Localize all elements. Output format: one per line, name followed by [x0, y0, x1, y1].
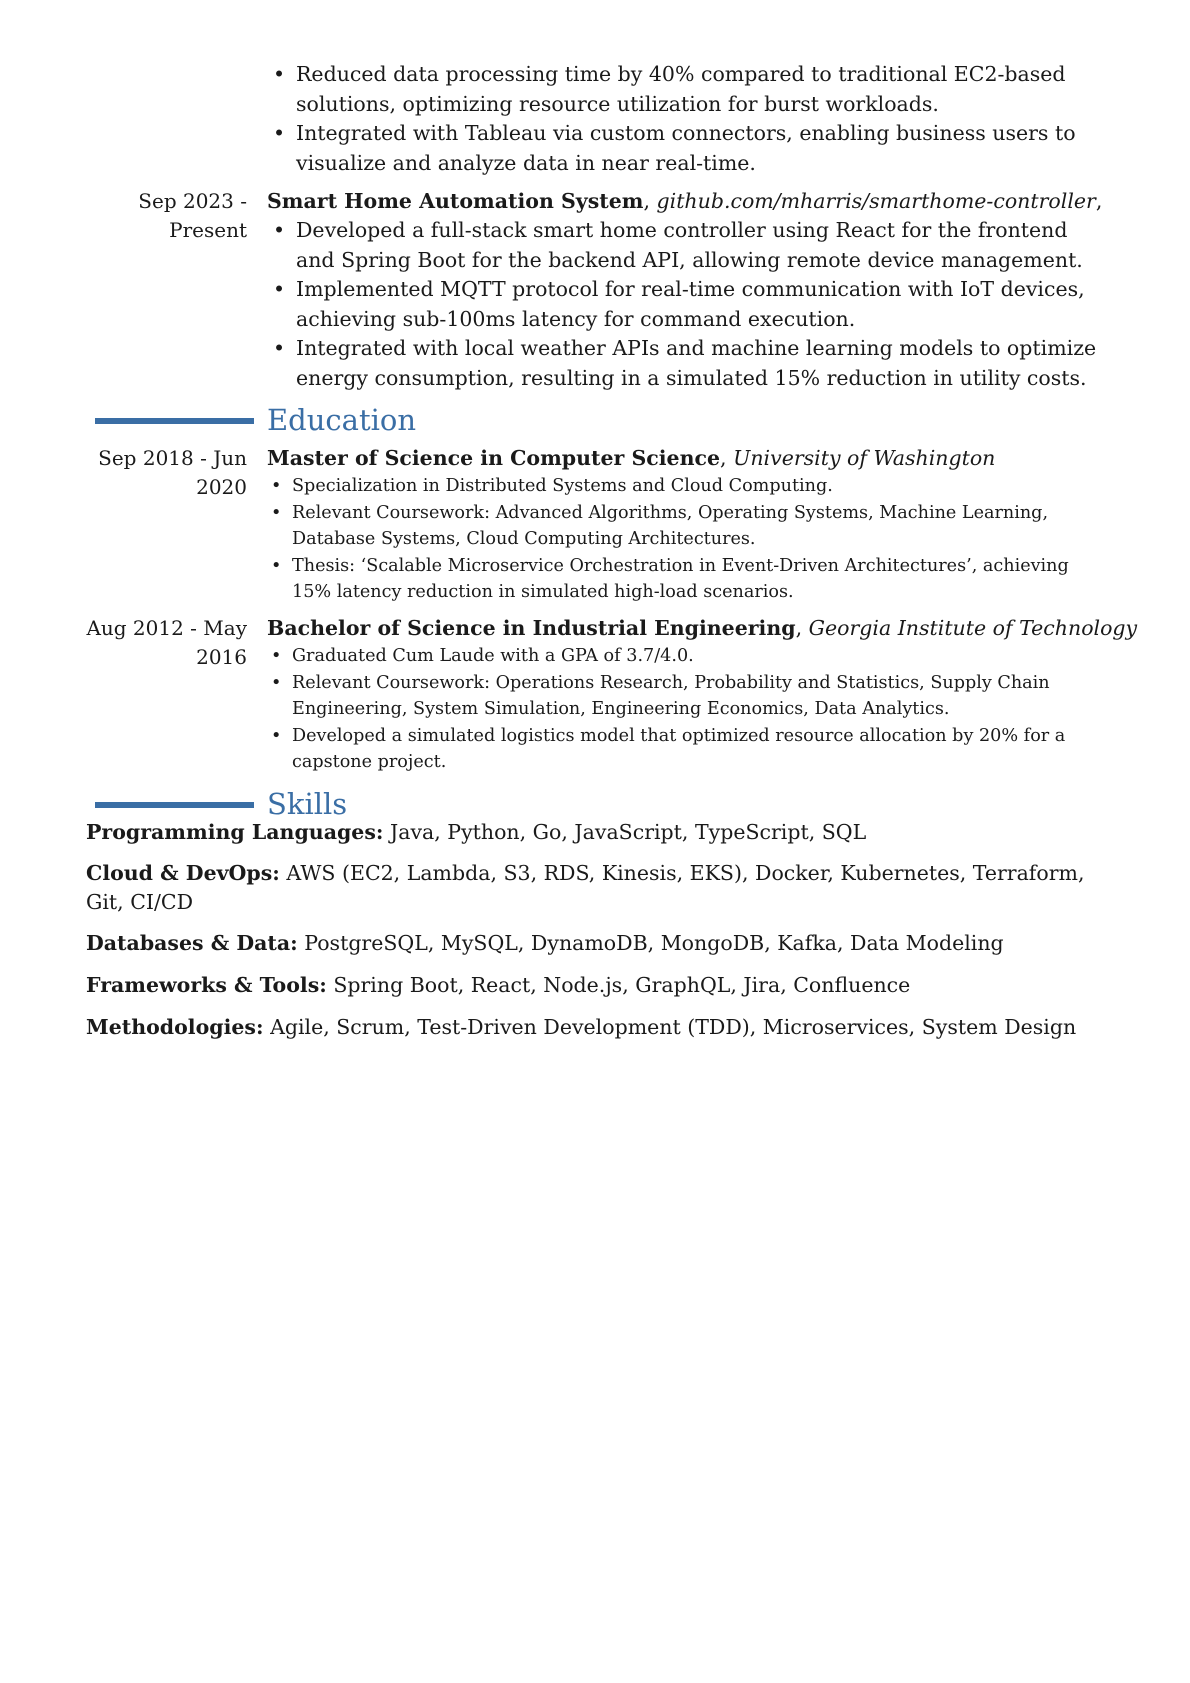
bullet-list — [267, 473, 1099, 606]
section-title: Skills — [267, 787, 348, 821]
skill-value: AWS (EC2, Lambda, S3, RDS, Kinesis, EKS), Docker, Kubernetes, Terraform, Git, CI/CD — [86, 861, 1085, 914]
education-title-line: Bachelor of Science in Industrial Engineering, Georgia Institute of Technology — [267, 616, 1138, 640]
list-item: • Relevant Coursework: Operations Research, Probability and Statistics, Supply Chain Engineering, System Simulation, Engineering Economics, Data Analytics. — [267, 670, 1099, 723]
education-content — [267, 444, 1099, 606]
list-item: • Specialization in Distributed Systems and Cloud Computing. — [267, 473, 1099, 500]
bullet-list — [267, 643, 1099, 776]
skill-row — [86, 1013, 1106, 1042]
skill-label: Databases & Data: — [86, 931, 298, 955]
skill-row — [86, 971, 1106, 1000]
project-title-line: Smart Home Automation System, github.com/mharris/smarthome-controller, — [267, 189, 1103, 213]
education-date: Aug 2012 - May 2016 — [86, 616, 247, 669]
bullet-list — [267, 60, 1099, 178]
skill-label: Frameworks & Tools: — [86, 973, 327, 997]
list-item: • Integrated with Tableau via custom connectors, enabling business users to visualize and analyze data in near real-time. — [267, 119, 1099, 178]
list-item: • Developed a full-stack smart home controller using React for the frontend and Spring Boot for the backend API, allowing remote device management. — [267, 216, 1099, 275]
skill-value: Java, Python, Go, JavaScript, TypeScript, SQL — [390, 820, 867, 844]
skill-label: Programming Languages: — [86, 820, 384, 844]
skill-row — [86, 859, 1106, 917]
section-education-header — [0, 400, 1190, 440]
project-continued-content — [267, 60, 1099, 178]
degree-title: Bachelor of Science in Industrial Engineering — [267, 616, 796, 640]
bullet-list — [267, 216, 1099, 393]
list-item: • Relevant Coursework: Advanced Algorithms, Operating Systems, Machine Learning, Database Systems, Cloud Computing Architectures. — [267, 500, 1099, 553]
skill-label: Cloud & DevOps: — [86, 861, 280, 885]
list-item: • Integrated with local weather APIs and machine learning models to optimize energy consumption, resulting in a simulated 15% reduction in utility costs. — [267, 334, 1099, 393]
list-item: • Reduced data processing time by 40% compared to traditional EC2-based solutions, optimizing resource utilization for burst workloads. — [267, 60, 1099, 119]
education-content — [267, 614, 1138, 776]
school-name: University of Washington — [733, 446, 996, 470]
list-item: • Graduated Cum Laude with a GPA of 3.7/4.0. — [267, 643, 1099, 670]
education-title-line: Master of Science in Computer Science, University of Washington — [267, 446, 996, 470]
project-title: Smart Home Automation System — [267, 189, 644, 213]
education-date: Sep 2018 - Jun 2020 — [98, 446, 247, 499]
list-item: • Developed a simulated logistics model that optimized resource allocation by 20% for a capstone project. — [267, 723, 1099, 776]
skill-value: Spring Boot, React, Node.js, GraphQL, Jira, Confluence — [333, 973, 911, 997]
section-rule — [95, 802, 254, 808]
project-link[interactable]: github.com/mharris/smarthome-controller — [656, 189, 1096, 213]
skill-label: Methodologies: — [86, 1015, 264, 1039]
skill-row — [86, 929, 1106, 958]
list-item: • Thesis: ‘Scalable Microservice Orchestration in Event-Driven Architectures’, achieving 15% latency reduction in simulated high-load scenarios. — [267, 553, 1099, 606]
project-content — [267, 187, 1103, 393]
skill-value: Agile, Scrum, Test-Driven Development (TDD), Microservices, System Design — [270, 1015, 1077, 1039]
degree-title: Master of Science in Computer Science — [267, 446, 721, 470]
skill-row — [86, 818, 1106, 847]
project-date: Sep 2023 - Present — [138, 189, 247, 242]
skill-value: PostgreSQL, MySQL, DynamoDB, MongoDB, Kafka, Data Modeling — [304, 931, 1004, 955]
school-name: Georgia Institute of Technology — [808, 616, 1138, 640]
list-item: • Implemented MQTT protocol for real-time communication with IoT devices, achieving sub-100ms latency for command execution. — [267, 275, 1099, 334]
section-rule — [95, 418, 254, 424]
section-title: Education — [267, 403, 417, 437]
